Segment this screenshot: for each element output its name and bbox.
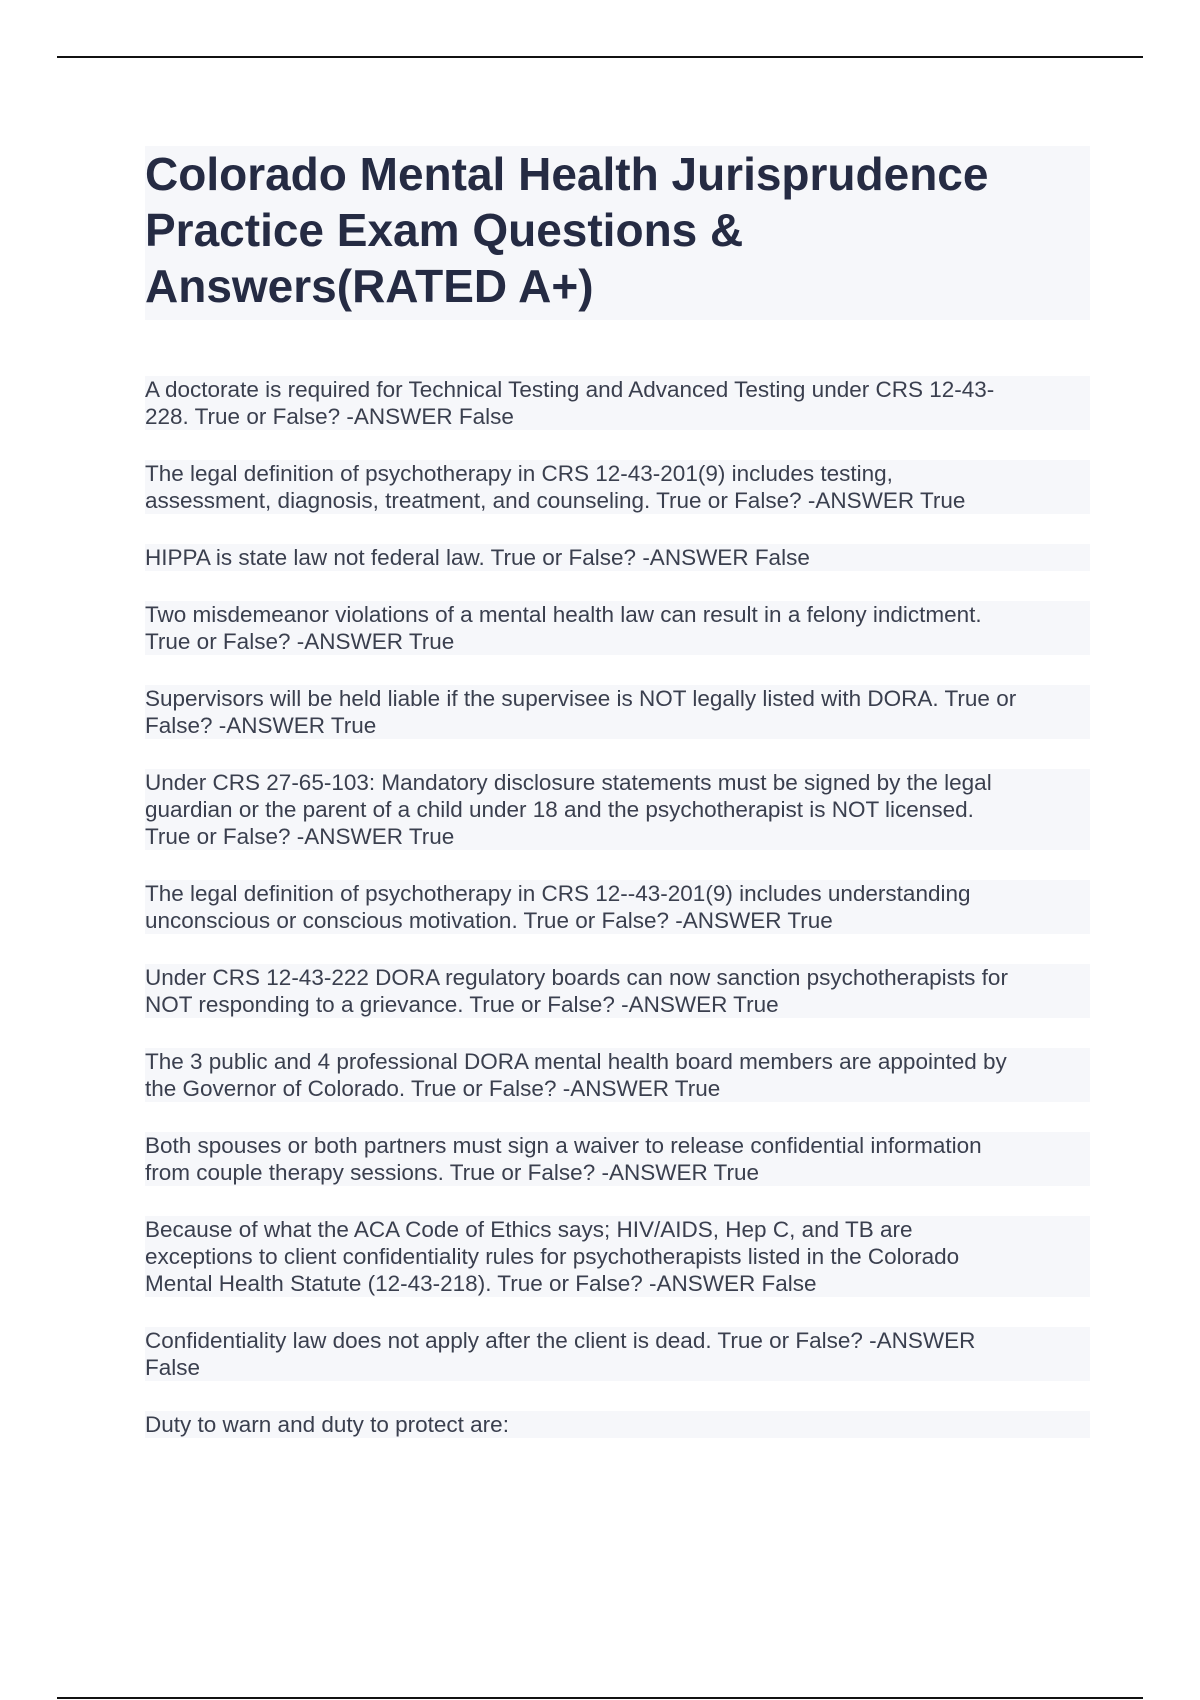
qa-item: HIPPA is state law not federal law. True or False? -ANSWER False bbox=[145, 544, 1090, 571]
document-title: Colorado Mental Health Jurisprudence Practice Exam Questions & Answers(RATED A+) bbox=[145, 146, 1090, 320]
qa-item: The 3 public and 4 professional DORA mental health board members are appointed by the Governor of Colorado. True or False? -ANSWER True bbox=[145, 1048, 1090, 1102]
qa-item: Under CRS 27-65-103: Mandatory disclosure statements must be signed by the legal guardian or the parent of a child under 18 and the psychotherapist is NOT licensed. True or False? -ANSWER True bbox=[145, 769, 1090, 850]
qa-item: Both spouses or both partners must sign a waiver to release confidential information from couple therapy sessions. True or False? -ANSWER True bbox=[145, 1132, 1090, 1186]
qa-item: Duty to warn and duty to protect are: bbox=[145, 1411, 1090, 1438]
top-rule bbox=[57, 56, 1143, 58]
bottom-rule bbox=[57, 1697, 1143, 1699]
qa-item: The legal definition of psychotherapy in CRS 12--43-201(9) includes understanding unconscious or conscious motivation. True or False? -ANSWER True bbox=[145, 880, 1090, 934]
qa-item: The legal definition of psychotherapy in CRS 12-43-201(9) includes testing, assessment, diagnosis, treatment, and counseling. True or False? -ANSWER True bbox=[145, 460, 1090, 514]
qa-item: Because of what the ACA Code of Ethics says; HIV/AIDS, Hep C, and TB are exceptions to client confidentiality rules for psychotherapists listed in the Colorado Mental Health Statute (12-43-218). True or False? -ANSWER False bbox=[145, 1216, 1090, 1297]
qa-list bbox=[145, 376, 1090, 1438]
qa-item: Confidentiality law does not apply after the client is dead. True or False? -ANSWER False bbox=[145, 1327, 1090, 1381]
document-body bbox=[145, 146, 1090, 1468]
qa-item: Under CRS 12-43-222 DORA regulatory boards can now sanction psychotherapists for NOT responding to a grievance. True or False? -ANSWER True bbox=[145, 964, 1090, 1018]
qa-item: Two misdemeanor violations of a mental health law can result in a felony indictment. True or False? -ANSWER True bbox=[145, 601, 1090, 655]
qa-item: Supervisors will be held liable if the supervisee is NOT legally listed with DORA. True or False? -ANSWER True bbox=[145, 685, 1090, 739]
qa-item: A doctorate is required for Technical Testing and Advanced Testing under CRS 12-43- 228. True or False? -ANSWER False bbox=[145, 376, 1090, 430]
